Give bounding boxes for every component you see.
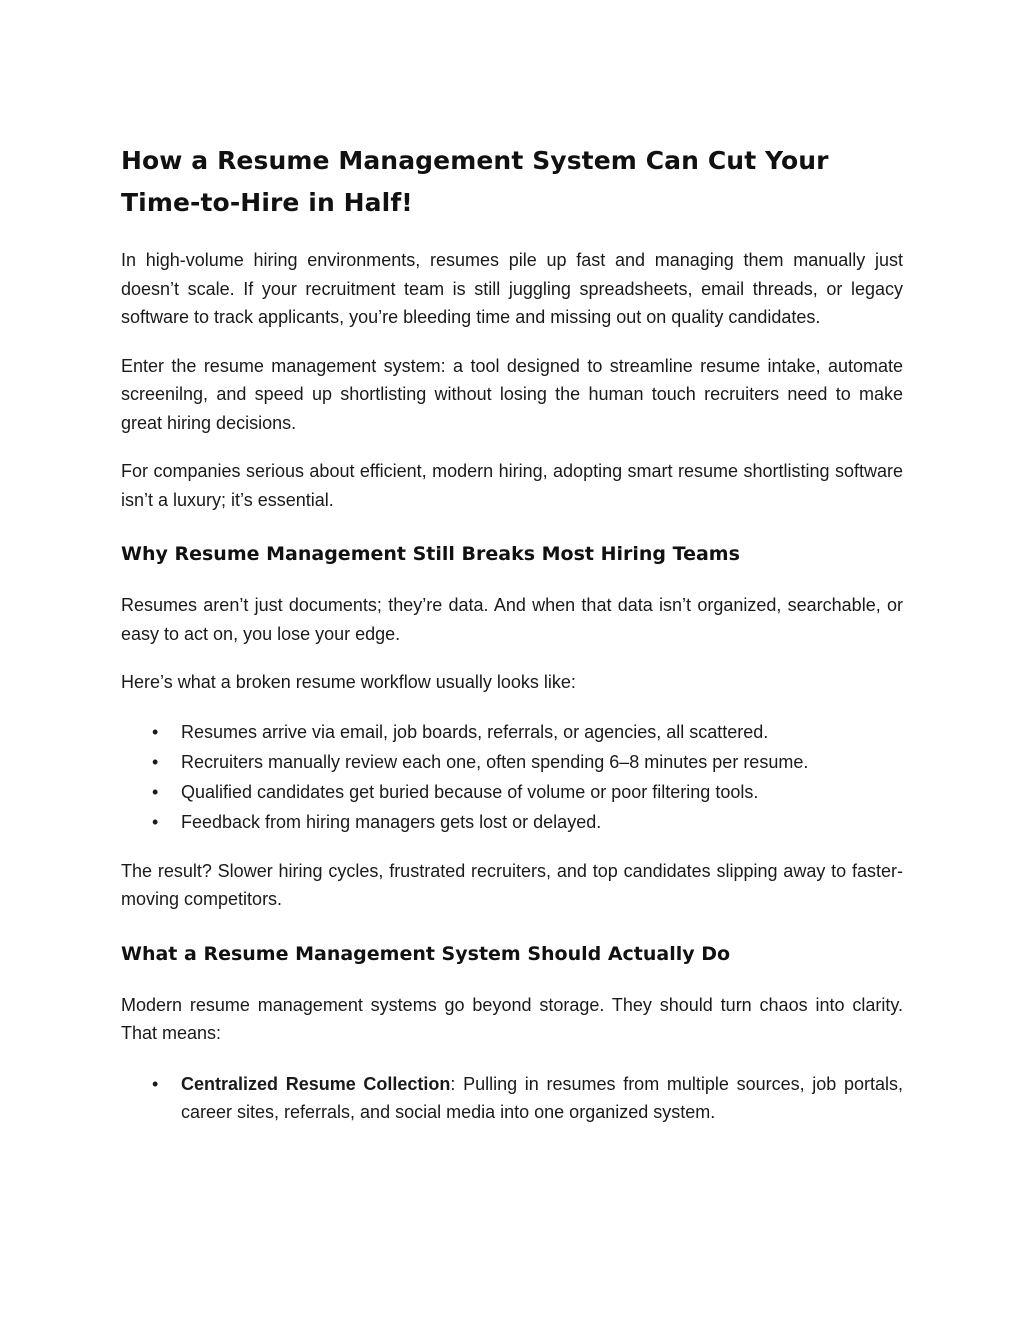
- broken-workflow-list: [121, 717, 903, 837]
- feature-name: Centralized Resume Collection: [181, 1073, 451, 1094]
- feature-list: [121, 1070, 903, 1127]
- bullet-icon: •: [152, 751, 159, 772]
- section1-paragraph-3: The result? Slower hiring cycles, frustrated recruiters, and top candidates slipping away to faster-moving competitors.: [121, 860, 903, 909]
- list-item-text: Recruiters manually review each one, often spending 6–8 minutes per resume.: [181, 751, 809, 772]
- list-item-text: Resumes arrive via email, job boards, referrals, or agencies, all scattered.: [181, 721, 769, 742]
- list-item: [121, 1070, 903, 1127]
- list-item-text: Feedback from hiring managers gets lost or delayed.: [181, 811, 602, 832]
- section-heading-why: Why Resume Management Still Breaks Most Hiring Teams: [121, 543, 740, 565]
- bullet-icon: •: [152, 781, 159, 802]
- list-item-text: Qualified candidates get buried because of volume or poor filtering tools.: [181, 781, 759, 802]
- intro-paragraph-1: In high-volume hiring environments, resumes pile up fast and managing them manually just doesn’t scale. If your recruitment team is still juggling spreadsheets, email threads, or legacy software to track applicants, you’re bleeding time and missing out on quality candidates.: [121, 250, 903, 327]
- bullet-icon: •: [152, 721, 159, 742]
- intro-paragraph-2: Enter the resume management system: a tool designed to streamline resume intake, automate screenilng, and speed up shortlisting without losing the human touch recruiters need to make great hiring decisions.: [121, 355, 903, 433]
- list-item: [121, 777, 903, 807]
- section1-paragraph-2: Here’s what a broken resume workflow usually looks like:: [121, 672, 576, 692]
- list-item: [121, 807, 903, 837]
- bullet-icon: •: [152, 811, 159, 832]
- list-item: [121, 747, 903, 777]
- document-title: How a Resume Management System Can Cut Your Time-to-Hire in Half!: [121, 146, 829, 217]
- intro-paragraph-3: For companies serious about efficient, modern hiring, adopting smart resume shortlisting software isn’t a luxury; it’s essential.: [121, 461, 903, 510]
- section2-paragraph-1: Modern resume management systems go beyond storage. They should turn chaos into clarity. That means:: [121, 994, 903, 1043]
- feature-text: : Pulling in resumes from multiple sources, job portals, career sites, referrals, and social media into one organized system.: [181, 1073, 903, 1122]
- list-item: [121, 717, 903, 747]
- bullet-icon: •: [152, 1073, 159, 1094]
- section1-paragraph-1: Resumes aren’t just documents; they’re data. And when that data isn’t organized, searchable, or easy to act on, you lose your edge.: [121, 595, 903, 644]
- document-page: [121, 140, 903, 1147]
- section-heading-what: What a Resume Management System Should Actually Do: [121, 942, 731, 965]
